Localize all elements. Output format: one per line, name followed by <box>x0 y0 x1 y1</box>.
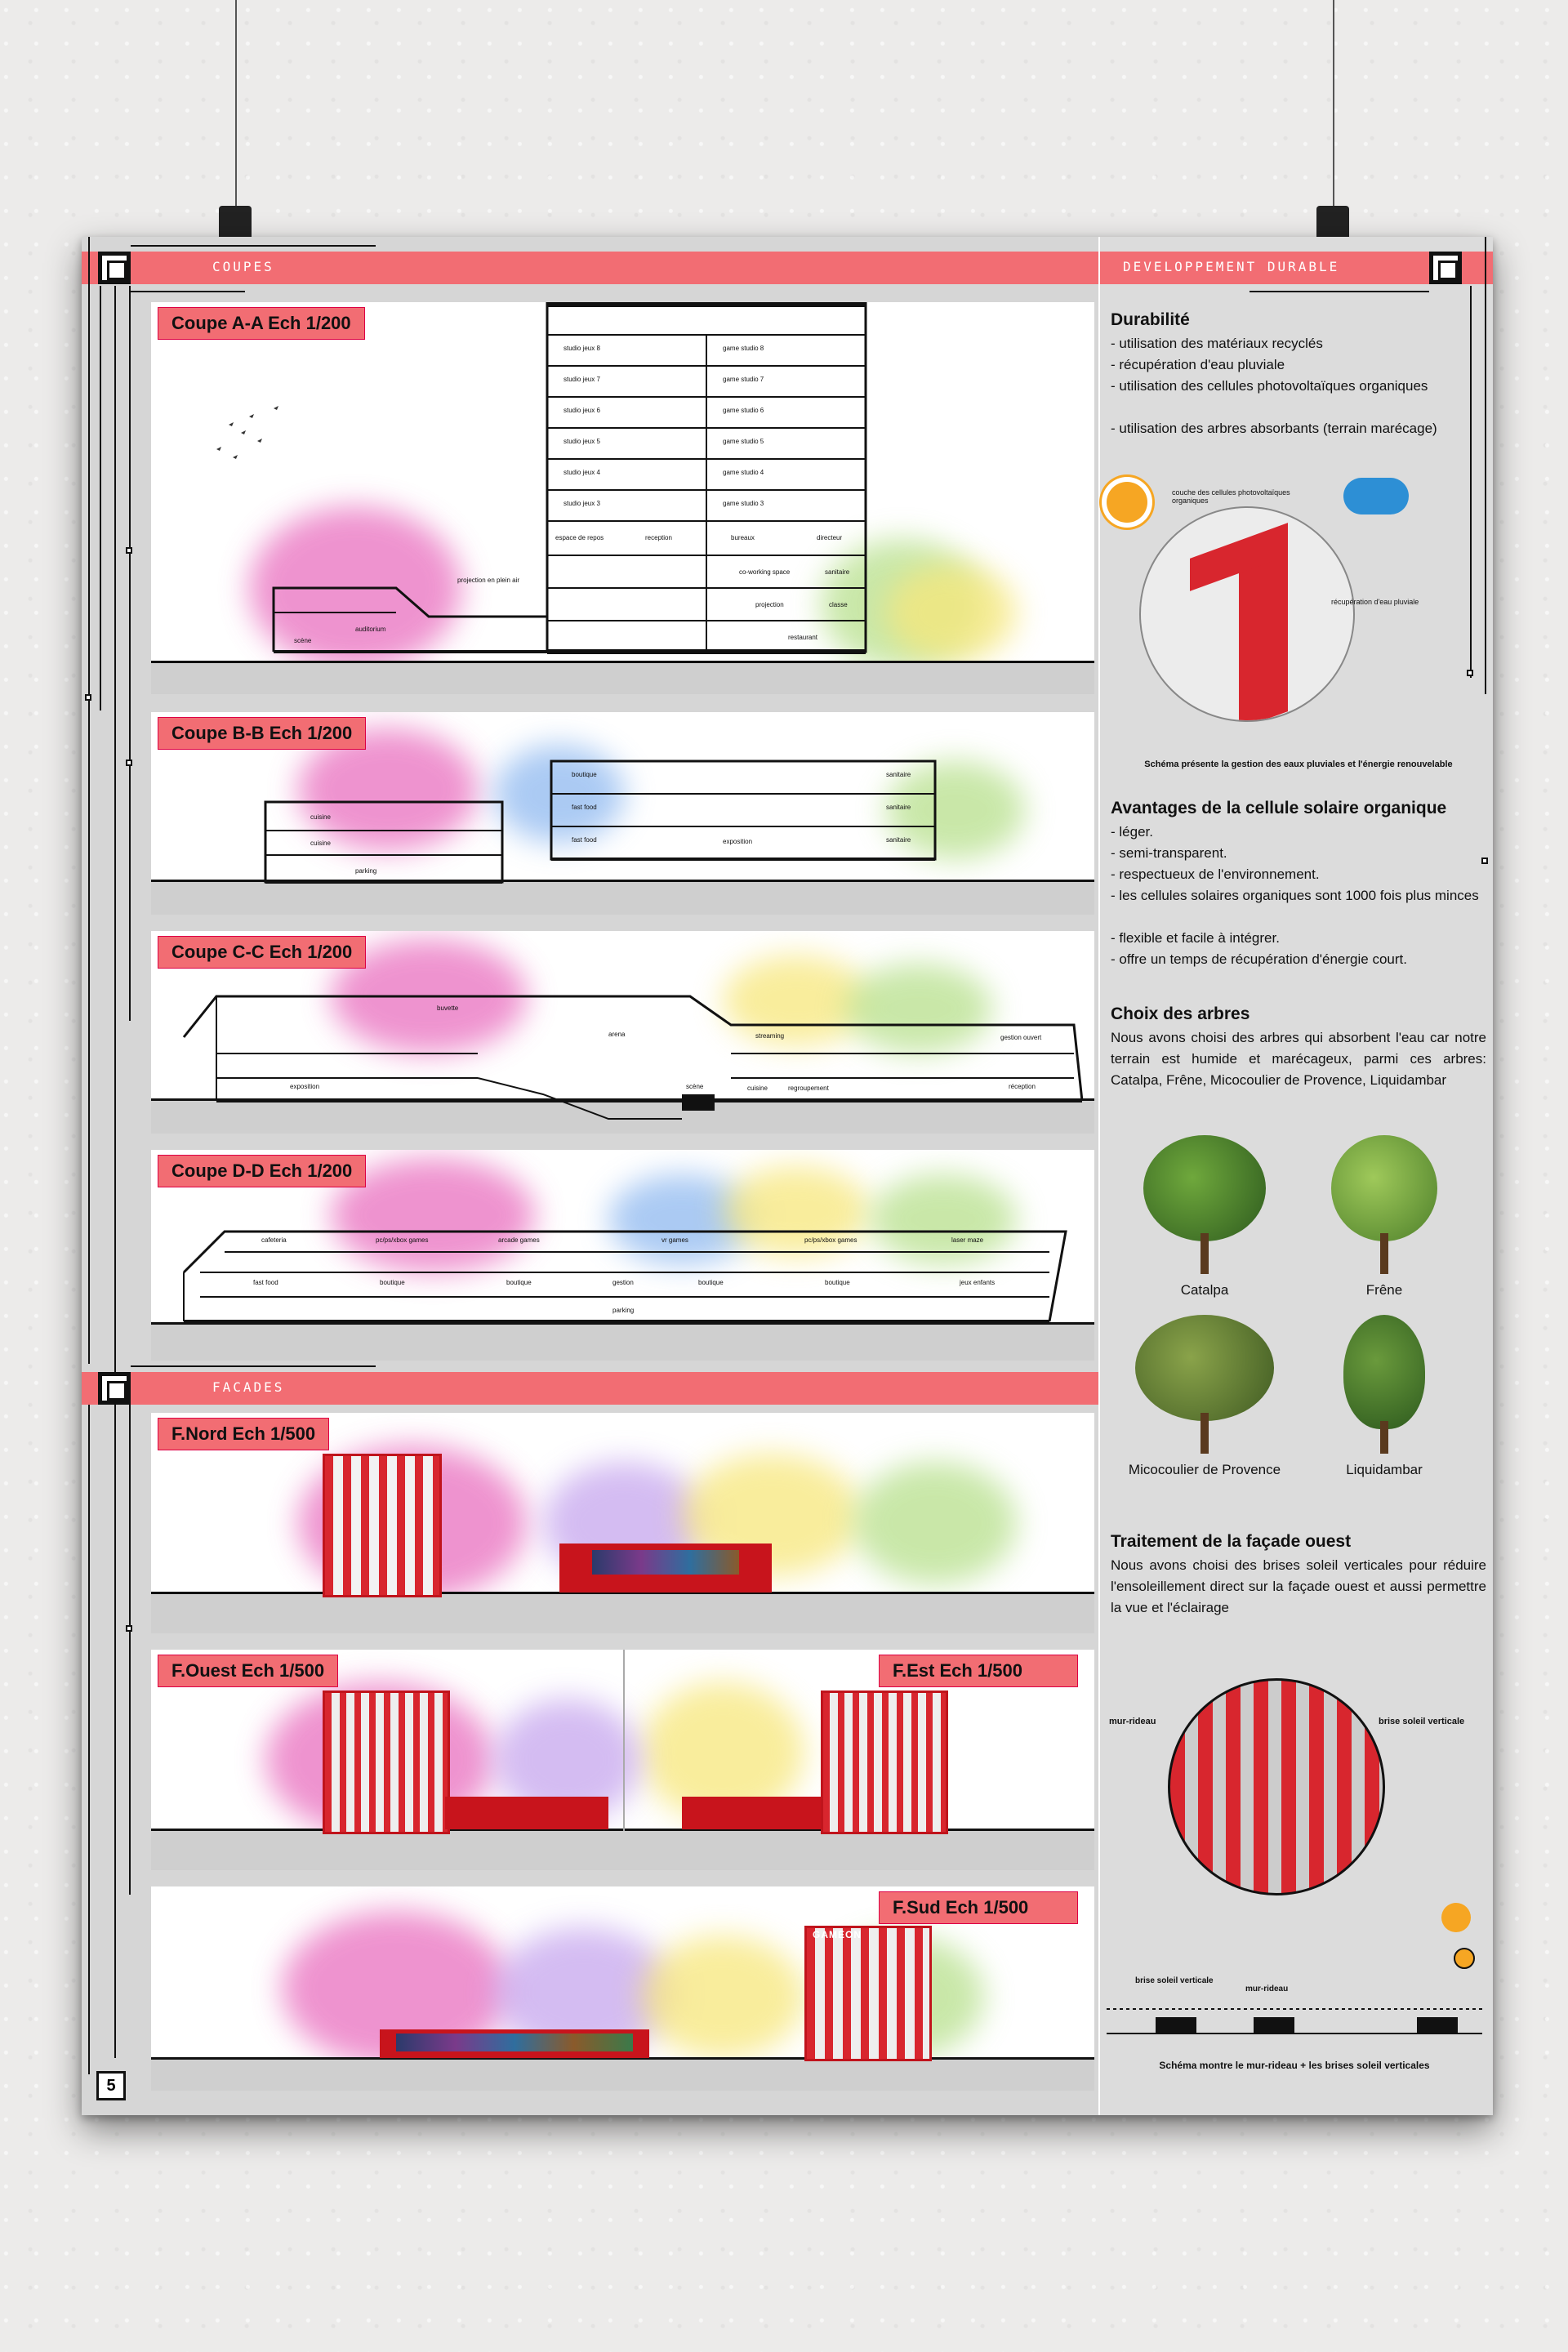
circuit-node <box>126 760 132 766</box>
tower-facade <box>323 1454 442 1597</box>
tower-facade <box>821 1690 948 1834</box>
tree-crown <box>1343 1315 1425 1429</box>
tower-facade <box>323 1690 450 1834</box>
gameon-sign: GAMEON <box>813 1929 862 1940</box>
coupe-d-d-panel <box>151 1150 1094 1361</box>
facade-label: F.Ouest Ech 1/500 <box>158 1655 338 1687</box>
room-label: studio jeux 7 <box>564 376 600 383</box>
room-label: restaurant <box>788 634 818 641</box>
room-label: sanitaire <box>825 568 850 576</box>
circuit-square-top-right <box>1429 252 1462 284</box>
catalpa-tree <box>1143 1135 1266 1274</box>
circuit-square-facades <box>98 1372 131 1405</box>
facade-ouest-title: Traitement de la façade ouest <box>1111 1532 1352 1551</box>
room-label: boutique <box>380 1279 405 1286</box>
room-label: cuisine <box>310 813 331 821</box>
room-label: streaming <box>755 1032 785 1040</box>
room-label: arcade games <box>498 1236 540 1244</box>
circuit-line <box>100 286 101 710</box>
room-label: projection <box>755 601 784 608</box>
poster <box>82 237 1493 2115</box>
coupe-label: Coupe B-B Ech 1/200 <box>158 717 366 750</box>
arbres-text: Nous avons choisi des arbres qui absorbent l'eau car notre terrain est humide et marécageux, parmi ces arbres: Catalpa, Frêne, Micocoulier de Provence, Liquidambar <box>1111 1030 1486 1088</box>
room-label: laser maze <box>951 1236 984 1244</box>
room-label: classe <box>829 601 848 608</box>
room-label: sanitaire <box>886 804 911 811</box>
circuit-line <box>129 1405 131 1895</box>
avantages-item: - offre un temps de récupération d'énergie court. <box>1111 951 1407 967</box>
circuit-node <box>1467 670 1473 676</box>
facade-label: F.Sud Ech 1/500 <box>879 1891 1078 1924</box>
circuit-line <box>88 1405 90 2074</box>
tree-name: Frêne <box>1365 1282 1403 1298</box>
durabilite-item: - utilisation des cellules photovoltaïques organiques <box>1111 378 1428 394</box>
room-label: studio jeux 3 <box>564 500 600 507</box>
durabilite-item: - récupération d'eau pluviale <box>1111 357 1285 372</box>
room-label: boutique <box>825 1279 850 1286</box>
avantages-item: - semi-transparent. <box>1111 845 1227 861</box>
room-label: directeur <box>817 534 843 541</box>
facades-header-bar <box>82 1372 1098 1405</box>
facade-ouest-est-panel <box>151 1650 1094 1870</box>
avantages-item: - léger. <box>1111 824 1153 840</box>
room-label: game studio 4 <box>723 469 764 476</box>
color-cloud <box>641 1936 804 2058</box>
durabilite-title: Durabilité <box>1111 310 1190 329</box>
north-arrow-icon <box>1454 1948 1475 1969</box>
room-label: bureaux <box>731 534 755 541</box>
room-label: boutique <box>506 1279 532 1286</box>
circuit-line <box>131 245 376 247</box>
arbres-title: Choix des arbres <box>1111 1004 1250 1023</box>
room-label: réception <box>1009 1083 1036 1090</box>
coupe-a-a-panel <box>151 302 1094 694</box>
tree-name: Liquidambar <box>1346 1462 1423 1477</box>
room-label: buvette <box>437 1004 459 1012</box>
page-number: 5 <box>96 2071 126 2100</box>
room-label: pc/ps/xbox games <box>804 1236 858 1244</box>
brise-soleil-section-drawing <box>1107 1984 1482 2050</box>
screen-panel <box>592 1550 739 1575</box>
liquidambar-tree <box>1339 1315 1429 1454</box>
avantages-title: Avantages de la cellule solaire organique <box>1111 799 1447 817</box>
frene-tree <box>1331 1135 1437 1274</box>
ground-strip <box>151 1829 1094 1870</box>
diagram-label: mur-rideau <box>1245 1984 1289 1993</box>
micocoulier-tree <box>1135 1315 1274 1454</box>
tree-crown <box>1143 1135 1266 1241</box>
room-label: regroupement <box>788 1085 829 1092</box>
screen-panel <box>396 2034 633 2051</box>
circuit-node <box>126 1625 132 1632</box>
room-label: studio jeux 4 <box>564 469 600 476</box>
avantages-item: - respectueux de l'environnement. <box>1111 866 1320 882</box>
circuit-square-top-left <box>98 252 131 284</box>
room-label: fast food <box>253 1279 278 1286</box>
durabilite-item: - utilisation des arbres absorbants (terrain marécage) <box>1111 421 1437 436</box>
diagram-label: brise soleil verticale <box>1135 1976 1214 1985</box>
tree-trunk <box>1200 1413 1209 1454</box>
diagram-label: récupération d'eau pluviale <box>1331 598 1419 606</box>
rain-cloud-icon <box>1343 478 1409 514</box>
facade-sud-panel <box>151 1886 1094 2091</box>
ground-strip <box>151 2057 1094 2091</box>
room-label: game studio 5 <box>723 438 764 445</box>
room-label: espace de repos <box>555 534 604 541</box>
circuit-node <box>85 694 91 701</box>
solar-cell-diagram <box>1139 506 1355 722</box>
low-block-facade <box>445 1797 608 1829</box>
room-label: parking <box>612 1307 635 1314</box>
room-label: parking <box>355 867 377 875</box>
durabilite-caption: Schéma présente la gestion des eaux pluviales et l'énergie renouvelable <box>1144 760 1453 769</box>
room-label: reception <box>645 534 672 541</box>
room-label: fast food <box>572 836 597 844</box>
room-label: boutique <box>698 1279 724 1286</box>
room-label: cuisine <box>747 1085 768 1092</box>
room-label: scène <box>294 637 312 644</box>
circuit-line <box>1485 237 1486 694</box>
circuit-line <box>129 286 131 1021</box>
hanging-wire-left <box>235 0 237 214</box>
tree-crown <box>1331 1135 1437 1241</box>
facade-ouest-text: Nous avons choisi des brises soleil verticales pour réduire l'ensoleillement direct sur la façade ouest et aussi permettre la vue et l'éclairage <box>1111 1557 1486 1615</box>
avantages-item: - les cellules solaires organiques sont 1000 fois plus minces <box>1111 888 1479 903</box>
tree-trunk <box>1380 1421 1388 1454</box>
facade-label: F.Est Ech 1/500 <box>879 1655 1078 1687</box>
low-block-facade <box>682 1797 821 1829</box>
avantages-item: - flexible et facile à intégrer. <box>1111 930 1280 946</box>
circuit-line <box>114 1405 116 2058</box>
diagram-label: brise soleil verticale <box>1379 1717 1465 1726</box>
facade-label: F.Nord Ech 1/500 <box>158 1418 329 1450</box>
coupes-header-title: COUPES <box>212 259 274 274</box>
room-label: gestion <box>612 1279 634 1286</box>
circuit-line <box>1250 291 1429 292</box>
room-label: sanitaire <box>886 836 911 844</box>
circuit-line <box>131 1365 376 1367</box>
facade-ouest-caption: Schéma montre le mur-rideau + les brises soleil verticales <box>1159 2060 1430 2071</box>
ground-strip <box>151 1592 1094 1633</box>
facade-nord-panel <box>151 1413 1094 1633</box>
room-label: arena <box>608 1031 626 1038</box>
section-drawing-a-a <box>151 302 1094 694</box>
developpement-header-title: DEVELOPPEMENT DURABLE <box>1123 259 1340 274</box>
facades-header-title: FACADES <box>212 1379 285 1395</box>
coupe-b-b-panel <box>151 712 1094 915</box>
room-label: game studio 3 <box>723 500 764 507</box>
coupe-label: Coupe C-C Ech 1/200 <box>158 936 366 969</box>
room-label: vr games <box>662 1236 688 1244</box>
room-label: game studio 8 <box>723 345 764 352</box>
sun-icon <box>1107 482 1147 523</box>
circuit-line <box>131 291 245 292</box>
room-label: studio jeux 5 <box>564 438 600 445</box>
room-label: sanitaire <box>886 771 911 778</box>
room-label: cafeteria <box>261 1236 287 1244</box>
room-label: game studio 6 <box>723 407 764 414</box>
coupe-c-c-panel <box>151 931 1094 1134</box>
circuit-line <box>114 286 116 1372</box>
tree-trunk <box>1200 1233 1209 1274</box>
room-label: exposition <box>290 1083 320 1090</box>
diagram-label: mur-rideau <box>1109 1717 1156 1726</box>
brise-soleil-diagram <box>1168 1678 1385 1895</box>
room-label: cuisine <box>310 840 331 847</box>
circuit-node <box>126 547 132 554</box>
tree-crown <box>1135 1315 1274 1421</box>
room-label: co-working space <box>739 568 791 576</box>
room-label: fast food <box>572 804 597 811</box>
divider-line <box>623 1650 625 1831</box>
coupes-header-bar <box>82 252 1098 284</box>
coupe-label: Coupe A-A Ech 1/200 <box>158 307 365 340</box>
room-label: studio jeux 6 <box>564 407 600 414</box>
room-label: auditorium <box>355 626 386 633</box>
hanging-wire-right <box>1333 0 1334 214</box>
room-label: exposition <box>723 838 753 845</box>
room-label: pc/ps/xbox games <box>376 1236 429 1244</box>
diagram-label: couche des cellules photovoltaïques organiques <box>1172 488 1290 505</box>
circuit-line <box>1470 286 1472 678</box>
room-label: gestion ouvert <box>1000 1034 1042 1041</box>
sun-icon <box>1441 1903 1471 1932</box>
room-label: scène <box>686 1083 704 1090</box>
tree-name: Micocoulier de Provence <box>1128 1462 1281 1477</box>
durabilite-item: - utilisation des matériaux recyclés <box>1111 336 1323 351</box>
room-label: game studio 7 <box>723 376 764 383</box>
room-label: jeux enfants <box>960 1279 996 1286</box>
tree-trunk <box>1380 1233 1388 1274</box>
room-label: boutique <box>572 771 597 778</box>
coupe-label: Coupe D-D Ech 1/200 <box>158 1155 366 1187</box>
tower-facade <box>804 1926 932 2061</box>
room-label: studio jeux 8 <box>564 345 600 352</box>
color-cloud <box>853 1462 1017 1584</box>
circuit-line <box>88 237 90 1364</box>
room-label: projection en plein air <box>457 577 520 584</box>
tree-name: Catalpa <box>1180 1282 1229 1298</box>
